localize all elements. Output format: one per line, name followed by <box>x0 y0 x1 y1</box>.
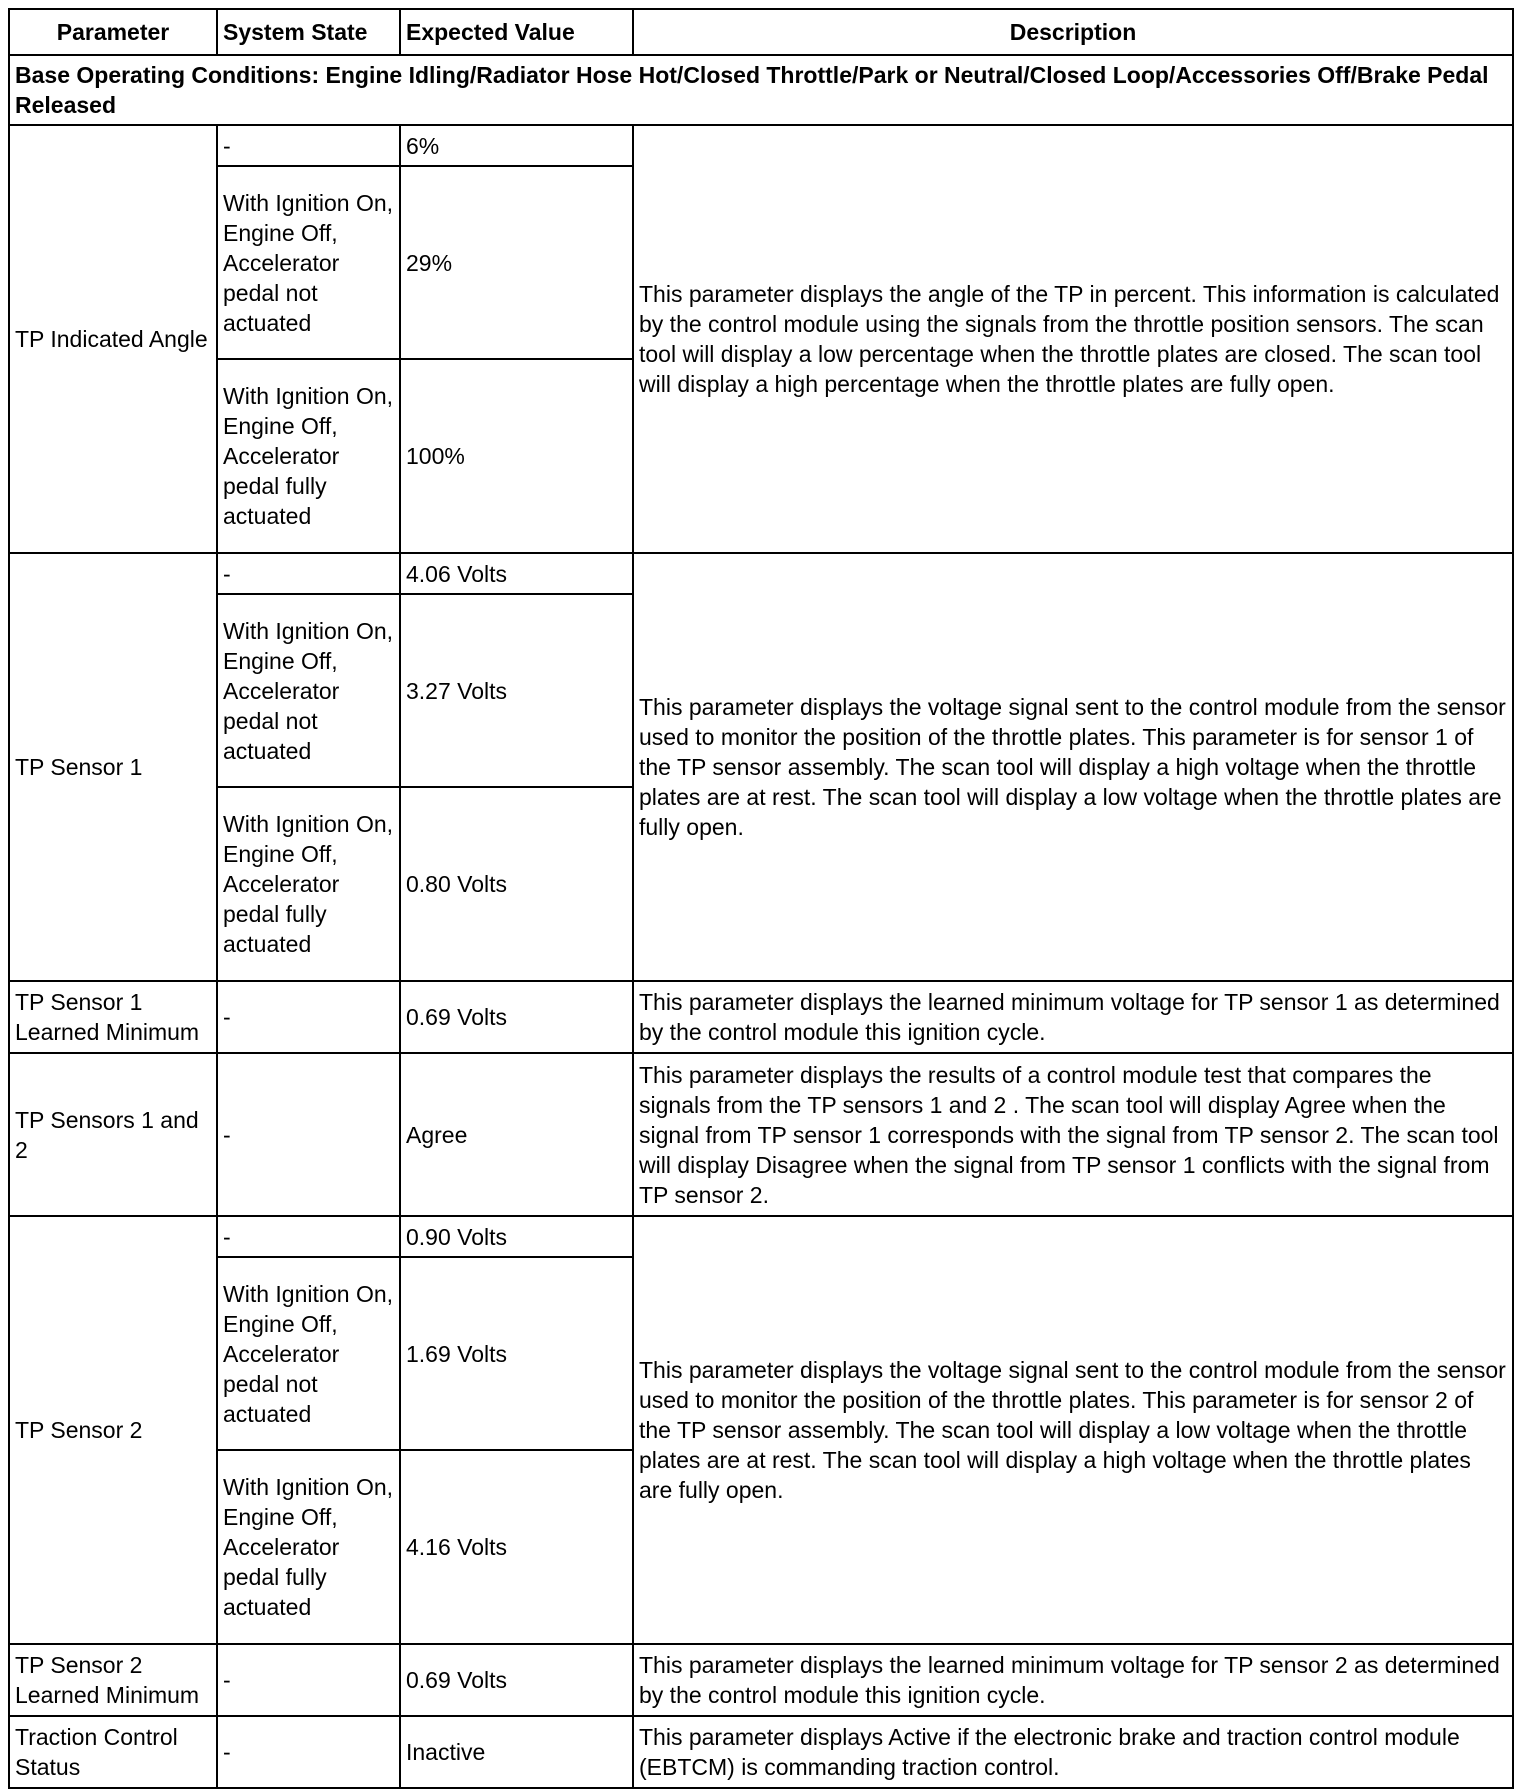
table-row <box>9 981 1513 1053</box>
header-row <box>9 9 1513 55</box>
description: This parameter displays Active if the electronic brake and traction control module (EBTCM) is commanding traction control. <box>633 1716 1513 1788</box>
system-state: With Ignition On, Engine Off, Accelerator pedal fully actuated <box>217 1450 400 1644</box>
base-conditions: Base Operating Conditions: Engine Idling/Radiator Hose Hot/Closed Throttle/Park or Neutral/Closed Loop/Accessories Off/Brake Pedal Released <box>9 55 1513 125</box>
parameter-name: TP Sensor 2 <box>9 1216 217 1644</box>
parameter-table <box>8 8 1514 1789</box>
expected-value: Agree <box>400 1053 633 1216</box>
system-state: - <box>217 981 400 1053</box>
expected-value: 0.69 Volts <box>400 1644 633 1716</box>
table-row <box>9 553 1513 594</box>
parameter-name: Traction Control Status <box>9 1716 217 1788</box>
header-description: Description <box>633 9 1513 55</box>
expected-value: 0.69 Volts <box>400 981 633 1053</box>
expected-value: 4.06 Volts <box>400 553 633 594</box>
system-state: - <box>217 1216 400 1257</box>
system-state: - <box>217 1716 400 1788</box>
parameter-name: TP Sensors 1 and 2 <box>9 1053 217 1216</box>
header-system-state: System State <box>217 9 400 55</box>
expected-value: 1.69 Volts <box>400 1257 633 1450</box>
system-state: With Ignition On, Engine Off, Accelerator pedal fully actuated <box>217 787 400 981</box>
system-state: With Ignition On, Engine Off, Accelerator pedal not actuated <box>217 166 400 359</box>
expected-value: Inactive <box>400 1716 633 1788</box>
system-state: - <box>217 125 400 166</box>
system-state: With Ignition On, Engine Off, Accelerator pedal fully actuated <box>217 359 400 553</box>
system-state: - <box>217 553 400 594</box>
system-state: - <box>217 1053 400 1216</box>
description: This parameter displays the learned minimum voltage for TP sensor 2 as determined by the control module this ignition cycle. <box>633 1644 1513 1716</box>
system-state: With Ignition On, Engine Off, Accelerator pedal not actuated <box>217 1257 400 1450</box>
table-row <box>9 1216 1513 1257</box>
table-row <box>9 1716 1513 1788</box>
description: This parameter displays the voltage signal sent to the control module from the sensor used to monitor the position of the throttle plates. This parameter is for sensor 2 of the TP sensor assembly. The scan tool will display a low voltage when the throttle plates are at rest. The scan tool will display a high voltage when the throttle plates are fully open. <box>633 1216 1513 1644</box>
parameter-name: TP Sensor 1 Learned Minimum <box>9 981 217 1053</box>
description: This parameter displays the angle of the TP in percent. This information is calculated by the control module using the signals from the throttle position sensors. The scan tool will display a low percentage when the throttle plates are closed. The scan tool will display a high percentage when the throttle plates are fully open. <box>633 125 1513 553</box>
expected-value: 29% <box>400 166 633 359</box>
header-expected-value: Expected Value <box>400 9 633 55</box>
parameter-name: TP Sensor 2 Learned Minimum <box>9 1644 217 1716</box>
description: This parameter displays the results of a control module test that compares the signals from the TP sensors 1 and 2 . The scan tool will display Agree when the signal from TP sensor 1 corresponds with the signal from TP sensor 2. The scan tool will display Disagree when the signal from TP sensor 1 conflicts with the signal from TP sensor 2. <box>633 1053 1513 1216</box>
expected-value: 100% <box>400 359 633 553</box>
parameter-name: TP Indicated Angle <box>9 125 217 553</box>
expected-value: 4.16 Volts <box>400 1450 633 1644</box>
description: This parameter displays the voltage signal sent to the control module from the sensor used to monitor the position of the throttle plates. This parameter is for sensor 1 of the TP sensor assembly. The scan tool will display a high voltage when the throttle plates are at rest. The scan tool will display a low voltage when the throttle plates are fully open. <box>633 553 1513 981</box>
header-parameter: Parameter <box>9 9 217 55</box>
system-state: - <box>217 1644 400 1716</box>
table-row <box>9 1053 1513 1216</box>
table-row <box>9 1644 1513 1716</box>
table-row <box>9 125 1513 166</box>
description: This parameter displays the learned minimum voltage for TP sensor 1 as determined by the control module this ignition cycle. <box>633 981 1513 1053</box>
base-conditions-row <box>9 55 1513 125</box>
parameter-name: TP Sensor 1 <box>9 553 217 981</box>
expected-value: 6% <box>400 125 633 166</box>
system-state: With Ignition On, Engine Off, Accelerator pedal not actuated <box>217 594 400 787</box>
expected-value: 3.27 Volts <box>400 594 633 787</box>
expected-value: 0.90 Volts <box>400 1216 633 1257</box>
expected-value: 0.80 Volts <box>400 787 633 981</box>
